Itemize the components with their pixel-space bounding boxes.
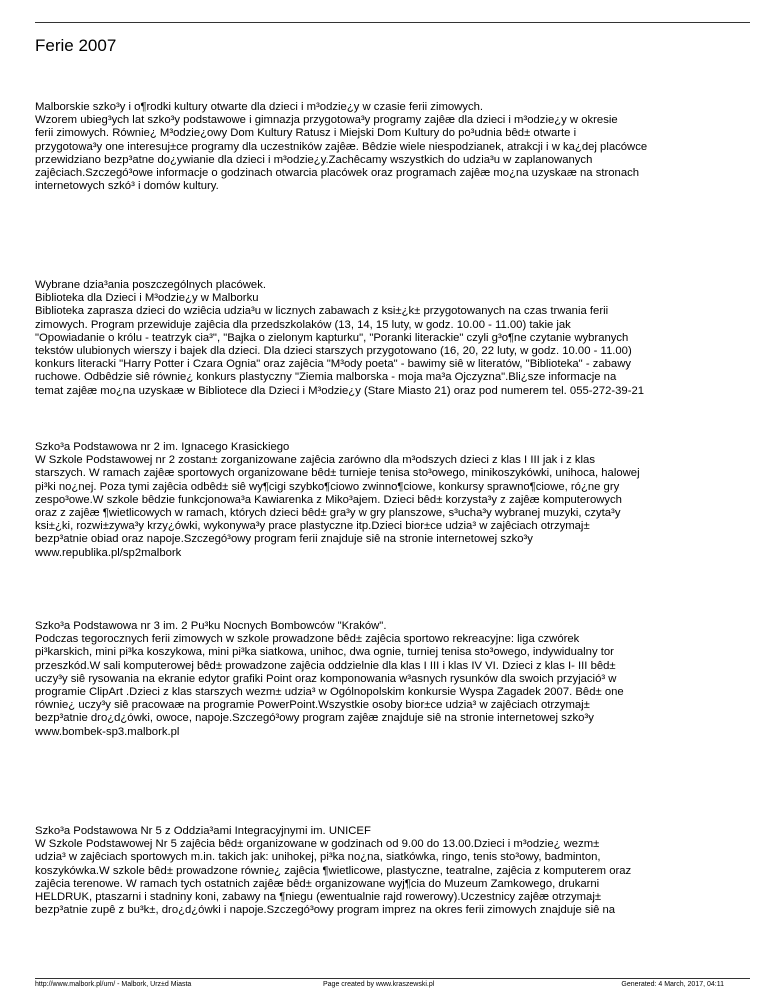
text-line: internetowych szkó³ i domów kultury.: [35, 180, 219, 193]
text-line: konkurs literacki "Harry Potter i Czara Ognia" oraz zajêcia "M³ody poeta" - bawimy siê w literatów, "Biblioteka" - zabawy: [35, 358, 632, 371]
paragraph-intro: [35, 101, 755, 193]
text-line: zajêciach.Szczegó³owe informacje o godzinach otwarcia placówek oraz programach zajêæ mo¿na uzyskaæ na stronach: [35, 167, 640, 180]
text-line: przeszkód.W sali komputerowej bêd± prowadzone zajêcia oddzielnie dla klas I III i klas IV VI. Dzieci z klas I- III bêd±: [35, 659, 616, 672]
text-line: przygotowa³y one interesuj±ce programy dla uczestników zajêæ. Bêdzie wiele niespodzianek, atrakcji i w ka¿dej placówce: [35, 140, 648, 153]
text-line: zajêcia terenowe. W ramach tych ostatnich zajêæ bêd± organizowane wyj¶cia do Muzeum Zamkowego, drukarni: [35, 877, 600, 890]
text-line: zespo³owe.W szkole bêdzie funkcjonowa³a Kawiarenka z Miko³ajem. Dzieci bêd± korzysta³y z zajêæ komputerowych: [35, 493, 622, 506]
text-line: HELDRUK, ptaszarni i stadniny koni, zabawy na ¶niegu (ewentualnie rajd rowerowy).Uczestnicy zajêæ otrzymaj±: [35, 891, 602, 904]
text-line: W Szkole Podstawowej Nr 5 zajêcia bêd± organizowane w godzinach od 9.00 do 13.00.Dzieci i m³odzie¿ wezm±: [35, 838, 600, 851]
footer-generated-date: Generated: 4 March, 2017, 04:11: [621, 981, 724, 988]
text-line: równie¿ uczy³y siê pracowaæ na programie PowerPoint.Wszystkie osoby bior±ce udzia³ w zajêciach otrzymaj±: [35, 699, 590, 712]
text-line: bezp³atnie dro¿d¿ówki, owoce, napoje.Szczegó³owy program zajêæ znajduje siê na stronie internetowej szko³y: [35, 712, 594, 725]
footer-credit: Page created by www.kraszewski.pl: [323, 981, 435, 988]
paragraph-school-2: [35, 441, 755, 560]
top-divider: [35, 22, 750, 23]
paragraph-library: [35, 279, 755, 398]
text-line: W Szkole Podstawowej nr 2 zostan± zorganizowane zajêcia zarówno dla m³odszych dzieci z klas I III jak i z klas: [35, 454, 595, 467]
text-line: www.republika.pl/sp2malbork: [35, 546, 182, 559]
text-line: zimowych. Program przewiduje zajêcia dla przedszkolaków (13, 14, 15 luty, w godz. 10.00 - 11.00) takie jak: [35, 318, 571, 331]
text-line: ksi±¿ki, rozwi±zywa³y krzy¿ówki, wykonywa³y prace plastyczne itp.Dzieci bior±ce udzia³ w zajêciach otrzymaj±: [35, 520, 590, 533]
text-line: Biblioteka zaprasza dzieci do wziêcia udzia³u w licznych zabawach z ksi±¿k± przygotowanych na czas trwania ferii: [35, 305, 609, 318]
text-line: przewidziano bezp³atne do¿ywianie dla dzieci i m³odzie¿y.Zachêcamy wszystkich do udzia³u w zaplanowanych: [35, 153, 593, 166]
text-line: Wybrane dzia³ania poszczególnych placówek.: [35, 279, 266, 291]
text-line: uczy³y siê rysowania na ekranie edytor grafiki Point oraz komponowania w³asnych rysunków dla swoich przyjació³ w: [35, 672, 617, 685]
text-line: "Opowiadanie o królu - teatrzyk cia³", "Bajka o zielonym kapturku", "Poranki literackie" czyli g³o¶ne czytanie wybranych: [35, 331, 629, 344]
text-line: pi³ki no¿nej. Poza tymi zajêcia odbêd± siê wy¶cigi szybko¶ciowo zwinno¶ciowe, konkursy sprawno¶ciowe, ró¿ne gry: [35, 480, 620, 493]
text-line: oraz z zajêæ ¶wietlicowych w ramach, których dzieci bêd± gra³y w gry planszowe, s³ucha³y wybranej muzyki, czyta³y: [35, 507, 621, 520]
text-line: bezp³atnie zupê z bu³k±, dro¿d¿ówki i napoje.Szczegó³owy program imprez na okres ferii zimowych znajduje siê na: [35, 904, 616, 917]
text-line: www.bombek-sp3.malbork.pl: [35, 725, 180, 738]
text-line: Szko³a Podstawowa Nr 5 z Oddzia³ami Integracyjnymi im. UNICEF: [35, 825, 371, 837]
text-line: udzia³ w zajêciach sportowych m.in. takich jak: unihokej, pi³ka no¿na, siatkówka, ringo, tenis sto³owy, badminton,: [35, 851, 601, 864]
page-footer: [35, 978, 750, 988]
text-line: Szko³a Podstawowa nr 2 im. Ignacego Krasickiego: [35, 441, 290, 453]
text-line: Szko³a Podstawowa nr 3 im. 2 Pu³ku Nocnych Bombowców "Kraków".: [35, 620, 387, 632]
text-line: starszych. W ramach zajêæ sportowych organizowane bêd± turnieje tenisa sto³owego, minikoszykówki, unihoca, halowej: [35, 467, 640, 480]
text-line: Biblioteka dla Dzieci i M³odzie¿y w Malborku: [35, 292, 259, 305]
text-line: ruchowe. Odbêdzie siê równie¿ konkurs plastyczny "Ziemia malborska - moja ma³a Ojczyzna".Bli¿sze informacje na: [35, 371, 617, 384]
text-line: pi³karskich, mini pi³ka koszykowa, mini pi³ka siatkowa, unihoc, dwa ognie, turniej tenisa sto³owego, indywidualny tor: [35, 646, 614, 659]
text-line: Malborskie szko³y i o¶rodki kultury otwarte dla dzieci i m³odzie¿y w czasie ferii zimowych.: [35, 101, 484, 113]
page-title: Ferie 2007: [35, 36, 117, 55]
footer-source-link[interactable]: http://www.malbork.pl/um/ - Malbork, Urz±d Miasta: [35, 981, 192, 988]
text-line: bezp³atnie obiad oraz napoje.Szczegó³owy program ferii znajduje siê na stronie internetowej szko³y: [35, 533, 533, 546]
text-line: koszykówka.W szkole bêd± prowadzone równie¿ zajêcia ¶wietlicowe, plastyczne, teatralne, zajêcia z komputerem oraz: [35, 864, 632, 877]
text-line: ferii zimowych. Równie¿ M³odzie¿owy Dom Kultury Ratusz i Miejski Dom Kultury do po³udnia bêd± otwarte i: [35, 127, 577, 140]
text-line: temat zajêæ mo¿na uzyskaæ w Bibliotece dla Dzieci i M³odzie¿y (Stare Miasto 21) oraz pod numerem tel. 055-272-39-21: [35, 384, 645, 397]
text-line: Wzorem ubieg³ych lat szko³y podstawowe i gimnazja przygotowa³y programy zajêæ dla dzieci i m³odzie¿y w okresie: [35, 114, 618, 127]
paragraph-school-3: [35, 620, 755, 739]
text-line: programie ClipArt .Dzieci z klas starszych wezm± udzia³ w Ogólnopolskim konkursie Wyspa Zagadek 2007. Bêd± one: [35, 686, 624, 699]
paragraph-school-5: [35, 825, 755, 917]
text-line: Podczas tegorocznych ferii zimowych w szkole prowadzone bêd± zajêcia sportowo rekreacyjne: liga czwórek: [35, 633, 580, 646]
text-line: tekstów ulubionych wierszy i bajek dla dzieci. Dla dzieci starszych przygotowano (16, 20, 22 luty, w godz. 10.00 - 11.00): [35, 345, 632, 358]
